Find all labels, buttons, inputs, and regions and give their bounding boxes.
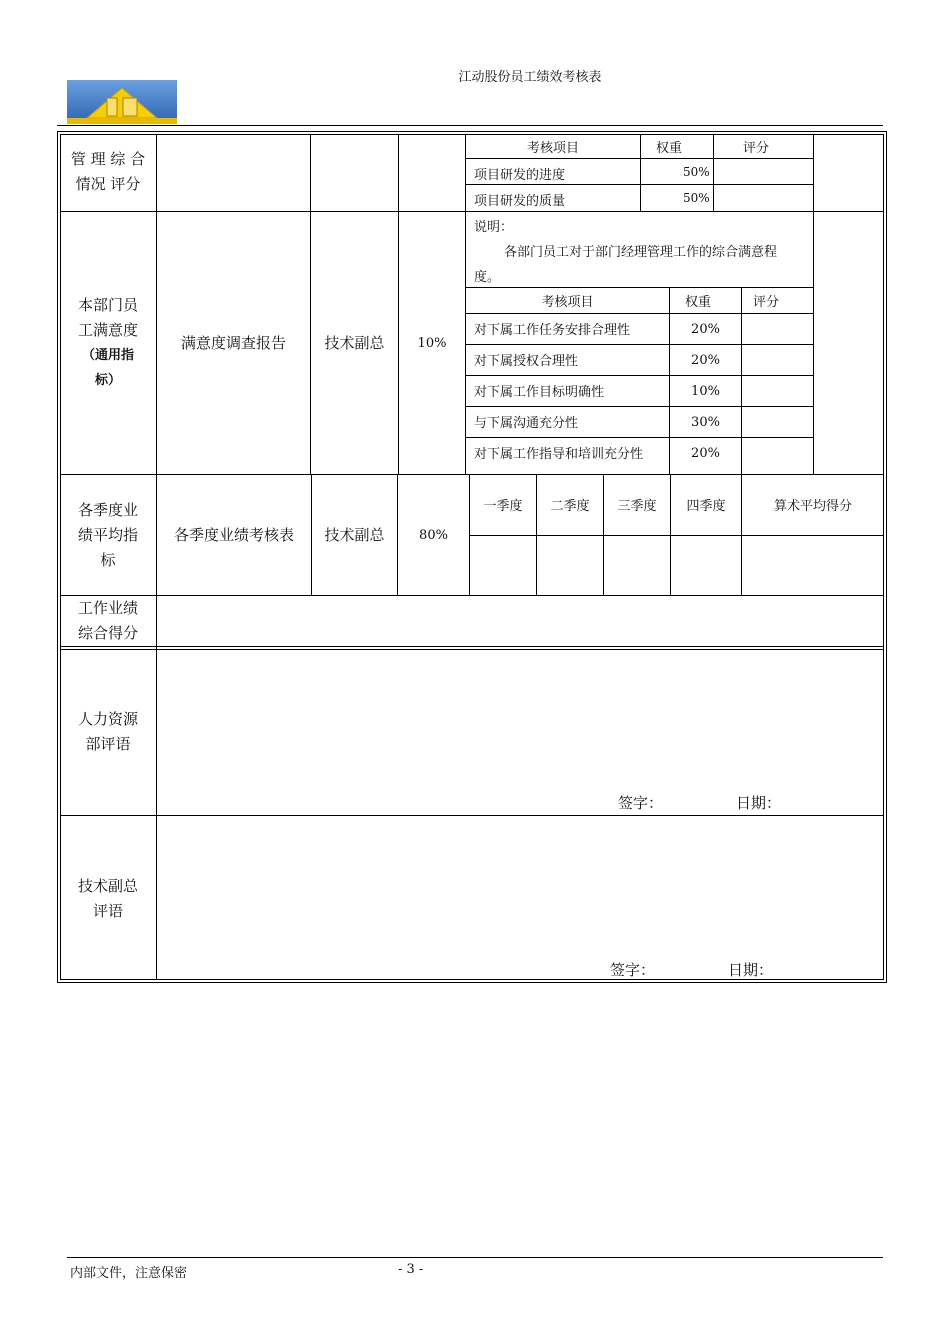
quarter-header: 二季度 bbox=[550, 498, 590, 514]
satisfaction-item-weight: 20% bbox=[691, 445, 720, 461]
satisfaction-source: 满意度调查报告 bbox=[180, 333, 286, 352]
satisfaction-item-weight: 20% bbox=[691, 352, 720, 368]
mgmt-item-name: 项目研发的进度 bbox=[474, 168, 566, 183]
satisfaction-header-score: 评分 bbox=[752, 295, 779, 310]
quarterly-source: 各季度业绩考核表 bbox=[173, 525, 294, 544]
satisfaction-item-weight: 30% bbox=[691, 414, 720, 430]
mgmt-item-weight: 50% bbox=[683, 191, 710, 205]
satisfaction-item-name: 对下属授权合理性 bbox=[474, 354, 579, 369]
quarter-header: 三季度 bbox=[617, 498, 657, 514]
satisfaction-item-weight: 20% bbox=[691, 321, 720, 337]
satisfaction-item-weight: 10% bbox=[691, 383, 720, 399]
satisfaction-item-name: 对下属工作任务安排合理性 bbox=[474, 323, 631, 338]
satisfaction-weight: 10% bbox=[417, 335, 447, 351]
mgmt-header-weight: 权重 bbox=[655, 141, 682, 156]
satisfaction-item-name: 与下属沟通充分性 bbox=[474, 416, 579, 431]
satisfaction-item-name: 对下属工作目标明确性 bbox=[474, 385, 605, 400]
satisfaction-note-title: 说明： bbox=[474, 220, 514, 235]
satisfaction-header-item: 考核项目 bbox=[541, 295, 594, 310]
quarter-header: 一季度 bbox=[483, 498, 523, 514]
total-score-label: 工作业绩 综合得分 bbox=[77, 599, 138, 642]
vp-date-label: 日期： bbox=[728, 961, 774, 979]
satisfaction-note: 度。 bbox=[474, 270, 501, 285]
quarter-header: 四季度 bbox=[686, 498, 726, 514]
hr-sign-label: 签字： bbox=[618, 794, 664, 812]
quarterly-weight: 80% bbox=[419, 527, 448, 543]
company-logo bbox=[67, 80, 177, 124]
mgmt-header-score: 评分 bbox=[742, 141, 769, 156]
mgmt-header-item: 考核项目 bbox=[526, 141, 579, 156]
mgmt-item-weight: 50% bbox=[683, 165, 710, 179]
vp-sign-label: 签字： bbox=[610, 961, 656, 979]
satisfaction-item-name: 对下属工作指导和培训充分性 bbox=[474, 447, 644, 462]
mgmt-item-name: 项目研发的质量 bbox=[474, 194, 566, 209]
mgmt-label: 管 理 综 合 情况 评分 bbox=[70, 150, 146, 193]
header-rule bbox=[57, 125, 883, 126]
page-number: - 3 - bbox=[398, 1262, 424, 1277]
satisfaction-header-weight: 权重 bbox=[684, 295, 711, 310]
document-title: 江动股份员工绩效考核表 bbox=[458, 70, 602, 85]
average-score-header: 算术平均得分 bbox=[773, 498, 852, 514]
form-frame-inner bbox=[60, 134, 884, 980]
hr-date-label: 日期： bbox=[736, 794, 782, 812]
satisfaction-evaluator: 技术副总 bbox=[324, 333, 385, 352]
satisfaction-label: 本部门员 工满意度 （通用指 标） bbox=[77, 296, 138, 388]
footer-rule bbox=[67, 1257, 883, 1258]
vp-comment-label: 技术副总 评语 bbox=[77, 877, 138, 920]
satisfaction-note: 各部门员工对于部门经理管理工作的综合满意程 bbox=[504, 245, 778, 260]
quarterly-evaluator: 技术副总 bbox=[324, 525, 385, 544]
quarterly-label: 各季度业 绩平均指 标 bbox=[77, 500, 138, 569]
footer-confidential: 内部文件，注意保密 bbox=[70, 1266, 188, 1281]
hr-comment-label: 人力资源 部评语 bbox=[77, 710, 138, 753]
